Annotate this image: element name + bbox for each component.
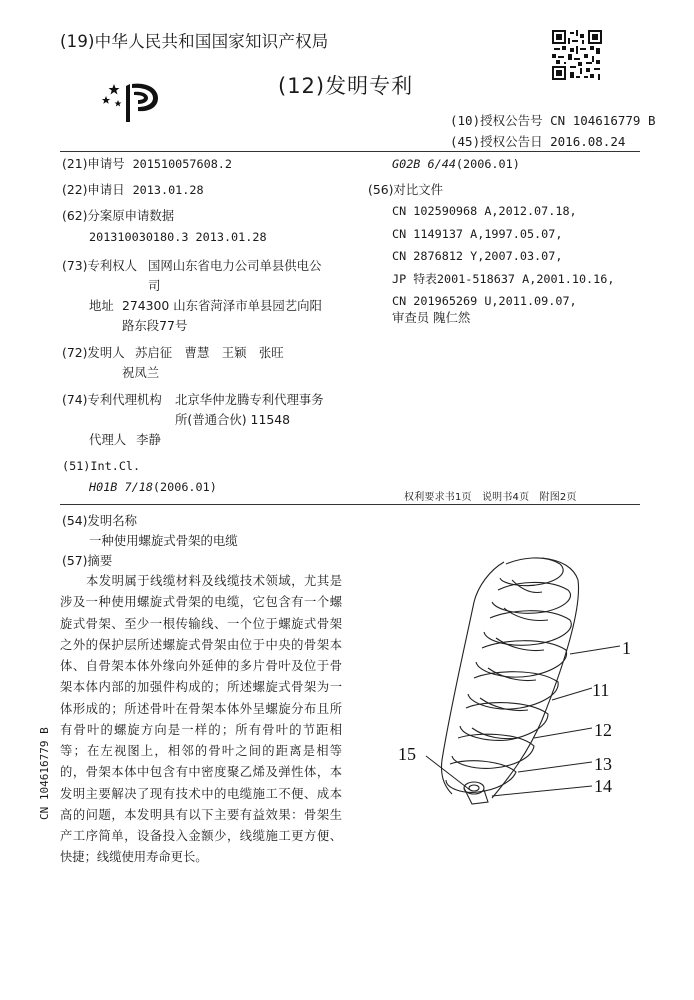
patentee-label: (73)专利权人 xyxy=(62,258,137,273)
reference-item: CN 102590968 A,2012.07.18, xyxy=(392,204,577,218)
agent-name: 李静 xyxy=(136,432,161,447)
address-label: 地址 xyxy=(89,298,114,313)
examiner: 审查员 隗仁然 xyxy=(392,310,471,325)
int-cl-class: H01B 7/18 xyxy=(89,480,153,494)
side-patent-number: CN 104616779 B xyxy=(38,727,51,820)
header-divider xyxy=(60,151,640,152)
document-title: (12)发明专利 xyxy=(278,74,414,98)
agency-line2: 所(普通合伙) 11548 xyxy=(175,412,290,427)
qr-code xyxy=(552,30,602,80)
issuing-office: (19)中华人民共和国国家知识产权局 xyxy=(60,32,329,51)
agency-label: (74)专利代理机构 xyxy=(62,392,162,407)
int-cl-label: (51)Int.Cl. xyxy=(62,459,141,473)
application-number-label: (21)申请号 xyxy=(62,156,125,171)
grant-publication-number: (10)授权公告号 CN 104616779 B xyxy=(450,113,656,128)
application-date: 2013.01.28 xyxy=(132,183,204,197)
invention-name-label: (54)发明名称 xyxy=(62,513,137,528)
inventors-label: (72)发明人 xyxy=(62,345,125,360)
patentee-line2: 司 xyxy=(148,278,161,293)
grant-publication-date: (45)授权公告日 2016.08.24 xyxy=(450,134,626,149)
figure-label-13: 13 xyxy=(594,754,612,774)
int-cl-row xyxy=(89,477,217,497)
application-date-row xyxy=(62,180,204,200)
ipc-row xyxy=(392,154,520,174)
cnipa-logo xyxy=(96,78,168,128)
inventors-line1: 苏启征 曹慧 王颖 张旺 xyxy=(135,345,284,360)
figure-label-11: 11 xyxy=(592,680,610,700)
abstract-label: (57)摘要 xyxy=(62,553,113,568)
mid-divider xyxy=(60,504,640,505)
figure-label-14: 14 xyxy=(594,776,612,796)
reference-item: CN 201965269 U,2011.09.07, xyxy=(392,294,577,308)
agent-label: 代理人 xyxy=(89,432,127,447)
figure-label-15: 15 xyxy=(398,744,416,764)
application-number-row xyxy=(62,154,232,174)
figure-label-1: 1 xyxy=(622,638,631,658)
references-list xyxy=(392,200,614,313)
ipc-date: (2006.01) xyxy=(455,157,520,171)
reference-item: JP 特表2001-518637 A,2001.10.16, xyxy=(392,271,615,286)
division-data: 201310030180.3 2013.01.28 xyxy=(89,230,267,244)
figure-label-12: 12 xyxy=(594,720,612,740)
patentee-line1: 国网山东省电力公司单县供电公 xyxy=(148,258,322,273)
int-cl-date: (2006.01) xyxy=(152,480,217,494)
agent-row xyxy=(89,430,161,449)
invention-name: 一种使用螺旋式骨架的电缆 xyxy=(89,533,238,548)
application-date-label: (22)申请日 xyxy=(62,182,125,197)
reference-item: CN 2876812 Y,2007.03.07, xyxy=(392,249,563,263)
reference-item: CN 1149137 A,1997.05.07, xyxy=(392,226,563,241)
division-data-label: (62)分案原申请数据 xyxy=(62,208,175,223)
references-label: (56)对比文件 xyxy=(368,182,443,197)
address-line2: 路东段77号 xyxy=(122,318,188,333)
address-line1: 274300 山东省菏泽市单县园艺向阳 xyxy=(122,298,322,313)
ipc-class: G02B 6/44 xyxy=(392,157,456,171)
inventors-line2: 祝凤兰 xyxy=(122,365,160,380)
agency-line1: 北京华仲龙腾专利代理事务 xyxy=(175,392,324,407)
pages-info: 权利要求书1页 说明书4页 附图2页 xyxy=(404,492,577,503)
application-number: 201510057608.2 xyxy=(132,157,232,171)
cable-figure xyxy=(392,550,632,820)
abstract-text: 本发明属于线缆材料及线缆技术领域，尤其是涉及一种使用螺旋式骨架的电缆，它包含有一个螺旋式骨架、至少一根传输线、一个位于螺旋式骨架之外的保护层所述螺旋式骨架由位于中央的骨架本体、自骨架本体外缘向外延伸的多片骨叶及位于骨架本体内部的加强件构成的；所述螺旋式骨架为一体形成的；所述骨叶在骨架本体外呈螺旋分布且所有骨叶的螺旋方向是一样的；所有骨叶的节距相等；在左视图上，相邻的骨叶之间的距离是相等的，骨架本体中包含有中密度聚乙烯及弹性体，本发明主要解决了现有技术中的电缆施工不便、成本高的问题，本发明具有以下主要有益效果：骨架生产工序简单，设备投入金额少，线缆施工更方便、快捷；线缆使用寿命更长。 xyxy=(60,574,342,865)
